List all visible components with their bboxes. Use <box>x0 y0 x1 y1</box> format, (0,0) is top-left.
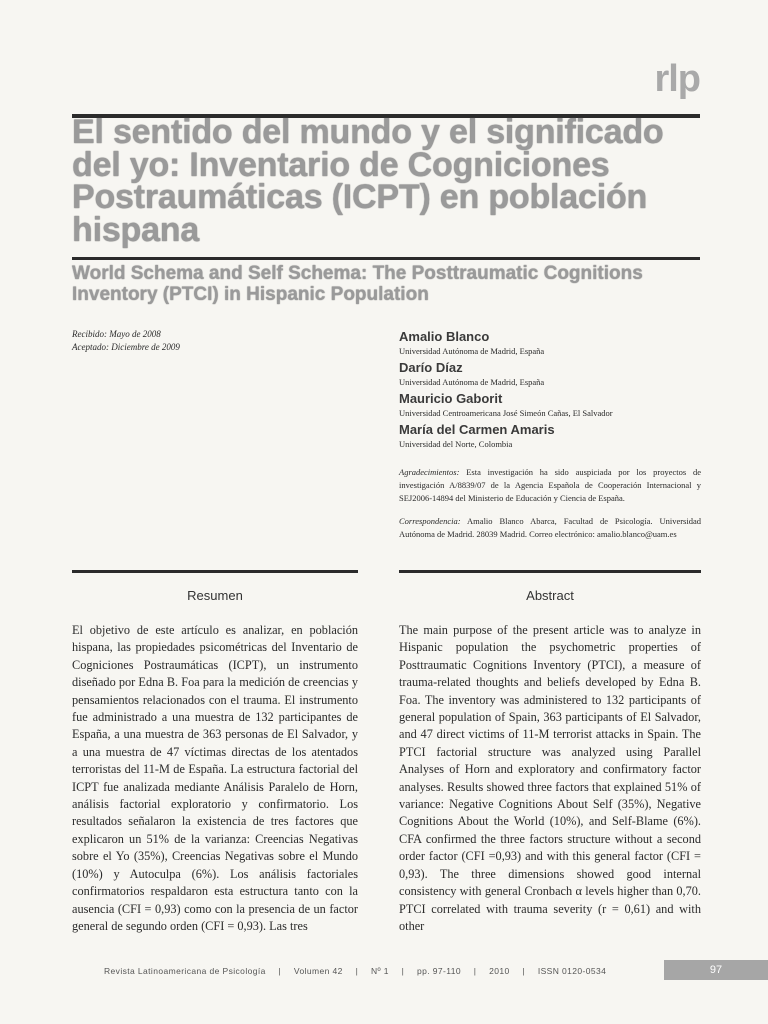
page-footer <box>104 966 616 976</box>
article-subtitle: World Schema and Self Schema: The Posttraumatic Cognitions Inventory (PTCI) in Hispanic Population <box>72 263 643 305</box>
resumen-text: El objetivo de este artículo es analizar, en población hispana, las propiedades psicométricas del Inventario de Cogniciones Postraumáticas (ICPT), un instrumento diseñado por Edna B. Foa para la medición de creencias y pensamientos relacionados con el trauma. El instrumento fue administrado a una muestra de 132 participantes de España, a una muestra de 363 personas de El Salvador, y a una muestra de 47 víctimas directas de los atentados terroristas del 11-M de España. La estructura factorial del ICPT fue analizada mediante Análisis Paralelo de Horn, análisis factorial exploratorio y confirmatorio. Los resultados señalaron la existencia de tres factores que explicaron un 51% de la varianza: Creencias Negativas sobre el Yo (35%), Creencias Negativas sobre el Mundo (10%) y Autoculpa (6%). Los análisis factoriales confirmatorios respaldaron esta estructura tanto con la ausencia (CFI = 0,93) como con la presencia de un factor general de segundo orden (CFI = 0,93). Las tres <box>72 623 358 933</box>
footer-separator: | <box>473 966 477 976</box>
author <box>399 391 701 419</box>
abstract-heading: Abstract <box>526 588 574 603</box>
author-affiliation: Universidad Autónoma de Madrid, España <box>399 377 545 387</box>
acknowledgments-note <box>399 466 701 505</box>
journal-logo: rlp <box>654 58 700 100</box>
author <box>399 360 701 388</box>
footer-separator: | <box>278 966 282 976</box>
footer-pages: pp. 97-110 <box>417 966 462 976</box>
correspondence-text: Amalio Blanco Abarca, Facultad de Psicología. Universidad Autónoma de Madrid. 28039 Madrid. Correo electrónico: amalio.blanco@uam.es <box>399 516 701 539</box>
abstract-text: The main purpose of the present article was to analyze in Hispanic population the psychometric properties of Posttraumatic Cognitions Inventory (PTCI), a measure of trauma-related thoughts and beliefs developed by Edna B. Foa. The inventory was administered to 132 participants of general population of Spain, 363 participants of El Salvador, and 47 direct victims of 11-M terrorist attacks in Spain. The PTCI factorial structure was analyzed using Parallel Analyses of Horn and exploratory and confirmatory factor analyses. Results showed three factors that explained 51% of variance: Negative Cognitions About Self (35%), Negative Cognitions About the World (10%), and Self-Blame (6%). CFA confirmed the three factors structure without a second order factor (CFI =0,93) and with this general factor (CFI = 0,93). The three dimensions showed good internal consistency with general Cronbach α levels higher than 0,70. PTCI correlated with trauma severity (r = 0,61) and with other <box>399 623 701 933</box>
correspondence-lead: Correspondencia: <box>399 516 461 526</box>
abstract-rule <box>399 570 701 573</box>
received-date: Recibido: Mayo de 2008 <box>72 329 161 339</box>
footer-volume: Volumen 42 <box>293 966 343 976</box>
acknowledgments-lead: Agradecimientos: <box>399 467 460 477</box>
title-rule <box>72 257 700 260</box>
author-name: Amalio Blanco <box>399 329 490 344</box>
author <box>399 329 701 357</box>
author-affiliation: Universidad del Norte, Colombia <box>399 439 513 449</box>
author <box>399 422 701 450</box>
author-name: María del Carmen Amaris <box>399 422 555 437</box>
correspondence-note <box>399 515 701 541</box>
author-name: Darío Díaz <box>399 360 463 375</box>
footer-journal: Revista Latinoamericana de Psicología <box>104 966 266 976</box>
footer-separator: | <box>355 966 359 976</box>
dates-block <box>72 328 180 354</box>
footer-separator: | <box>401 966 405 976</box>
authors-block <box>399 326 701 541</box>
footer-separator: | <box>522 966 526 976</box>
footer-year: 2010 <box>489 966 510 976</box>
resumen-rule <box>72 570 358 573</box>
acknowledgments-text: Esta investigación ha sido auspiciada por los proyectos de investigación A/8839/07 de la Agencia Española de Cooperación Internacional y SEJ2006-14894 del Ministerio de Educación y Ciencia de España. <box>399 467 701 503</box>
footer-issn: ISSN 0120-0534 <box>537 966 607 976</box>
author-affiliation: Universidad Autónoma de Madrid, España <box>399 346 545 356</box>
footer-number: Nº 1 <box>370 966 389 976</box>
author-affiliation: Universidad Centroamericana José Simeón Cañas, El Salvador <box>399 408 613 418</box>
resumen-heading: Resumen <box>187 588 243 603</box>
accepted-date: Aceptado: Diciembre de 2009 <box>72 342 180 352</box>
page-number: 97 <box>664 960 768 980</box>
article-title: El sentido del mundo y el significado del yo: Inventario de Cogniciones Postraumáticas (ICPT) en población hispana <box>72 113 664 249</box>
author-name: Mauricio Gaborit <box>399 391 503 406</box>
